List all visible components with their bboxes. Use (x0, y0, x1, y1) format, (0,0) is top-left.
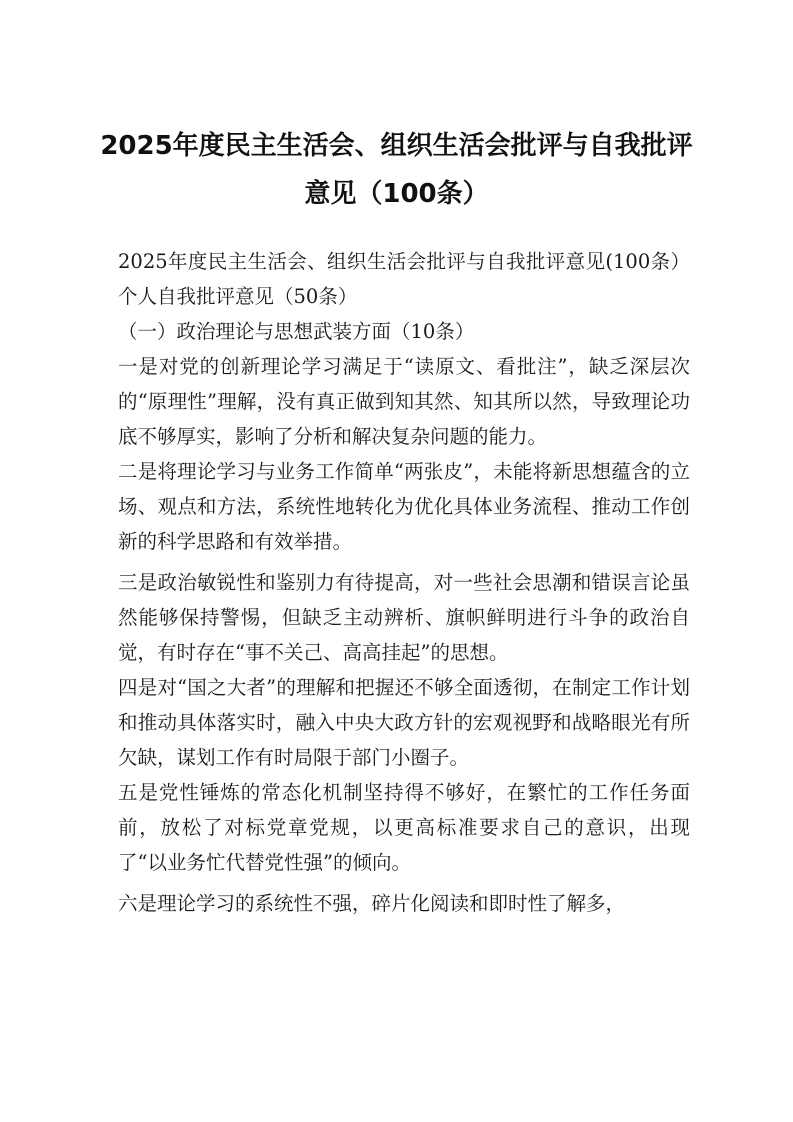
item-paragraph-1: 一是对党的创新理论学习满足于“读原文、看批注”，缺乏深层次的“原理性”理解，没有真正做到知其然、知其所以然，导致理论功底不够厚实，影响了分析和解决复杂问题的能力。 (118, 355, 690, 448)
item-paragraph-6: 六是理论学习的系统性不强，碎片化阅读和即时性了解多， (118, 892, 626, 915)
item-paragraph-2: 二是将理论学习与业务工作简单“两张皮”，未能将新思想蕴含的立场、观点和方法，系统性地转化为优化具体业务流程、推动工作创新的科学思路和有效举措。 (118, 460, 690, 553)
document-title: 2025年度民主生活会、组织生活会批评与自我批评意见（100条） (100, 131, 693, 209)
document-body (118, 244, 690, 921)
item-paragraph-3: 三是政治敏锐性和鉴别力有待提高，对一些社会思潮和错误言论虽然能够保持警惕，但缺乏主动辨析、旗帜鲜明进行斗争的政治自觉，有时存在“事不关己、高高挂起”的思想。 (118, 571, 690, 664)
section-heading: （一）政治理论与思想武装方面（10条） (118, 320, 475, 343)
item-paragraph-5: 五是党性锤炼的常态化机制坚持得不够好，在繁忙的工作任务面前，放松了对标党章党规，以更高标准要求自己的意识，出现了“以业务忙代替党性强”的倾向。 (118, 781, 690, 874)
item-paragraph-4: 四是对“国之大者”的理解和把握还不够全面透彻，在制定工作计划和推动具体落实时，融入中央大政方针的宏观视野和战略眼光有所欠缺，谋划工作有时局限于部门小圈子。 (118, 676, 690, 769)
intro-paragraph: 2025年度民主生活会、组织生活会批评与自我批评意见(100条）个人自我批评意见（50条） (118, 250, 690, 308)
